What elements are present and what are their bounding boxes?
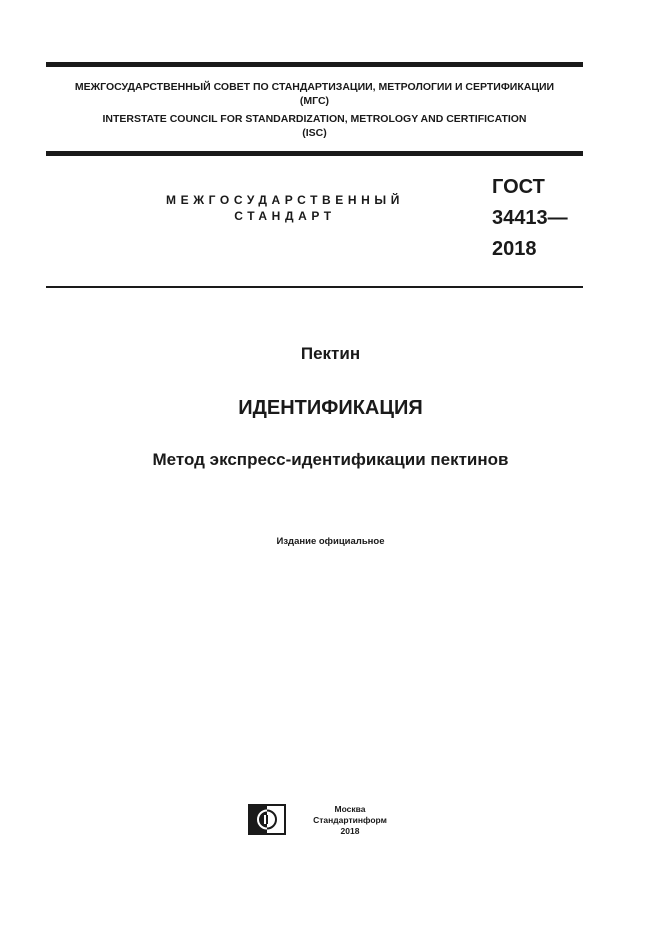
standard-type-line2: СТАНДАРТ <box>234 209 336 223</box>
publisher-info <box>302 804 398 837</box>
document-title: Пектин <box>300 344 361 363</box>
document-subtitle: Метод экспресс-идентификации пектинов <box>152 450 509 469</box>
publisher-year: 2018 <box>340 826 360 836</box>
standartinform-logo-icon <box>248 804 286 835</box>
gost-year: 2018 <box>492 238 537 260</box>
council-abbr-en: (ISC) <box>302 127 327 139</box>
publisher-name: Стандартинформ <box>313 815 387 825</box>
gost-prefix: ГОСТ <box>492 176 545 198</box>
header-bottom-rule <box>46 151 583 156</box>
edition-note: Издание официальное <box>276 536 385 547</box>
standard-type-line1: МЕЖГОСУДАРСТВЕННЫЙ <box>166 193 404 207</box>
document-section-title: ИДЕНТИФИКАЦИЯ <box>238 397 423 419</box>
gost-number: 34413— <box>492 207 568 229</box>
gost-designation <box>492 172 568 265</box>
council-abbr-ru: (МГС) <box>299 95 330 107</box>
top-rule <box>46 62 583 67</box>
council-name-en: INTERSTATE COUNCIL FOR STANDARDIZATION, METROLOGY AND CERTIFICATION <box>102 113 527 125</box>
publisher-city: Москва <box>334 804 366 814</box>
designation-bottom-rule <box>46 286 583 288</box>
council-name-ru: МЕЖГОСУДАРСТВЕННЫЙ СОВЕТ ПО СТАНДАРТИЗАЦИИ, МЕТРОЛОГИИ И СЕРТИФИКАЦИИ <box>74 81 555 93</box>
